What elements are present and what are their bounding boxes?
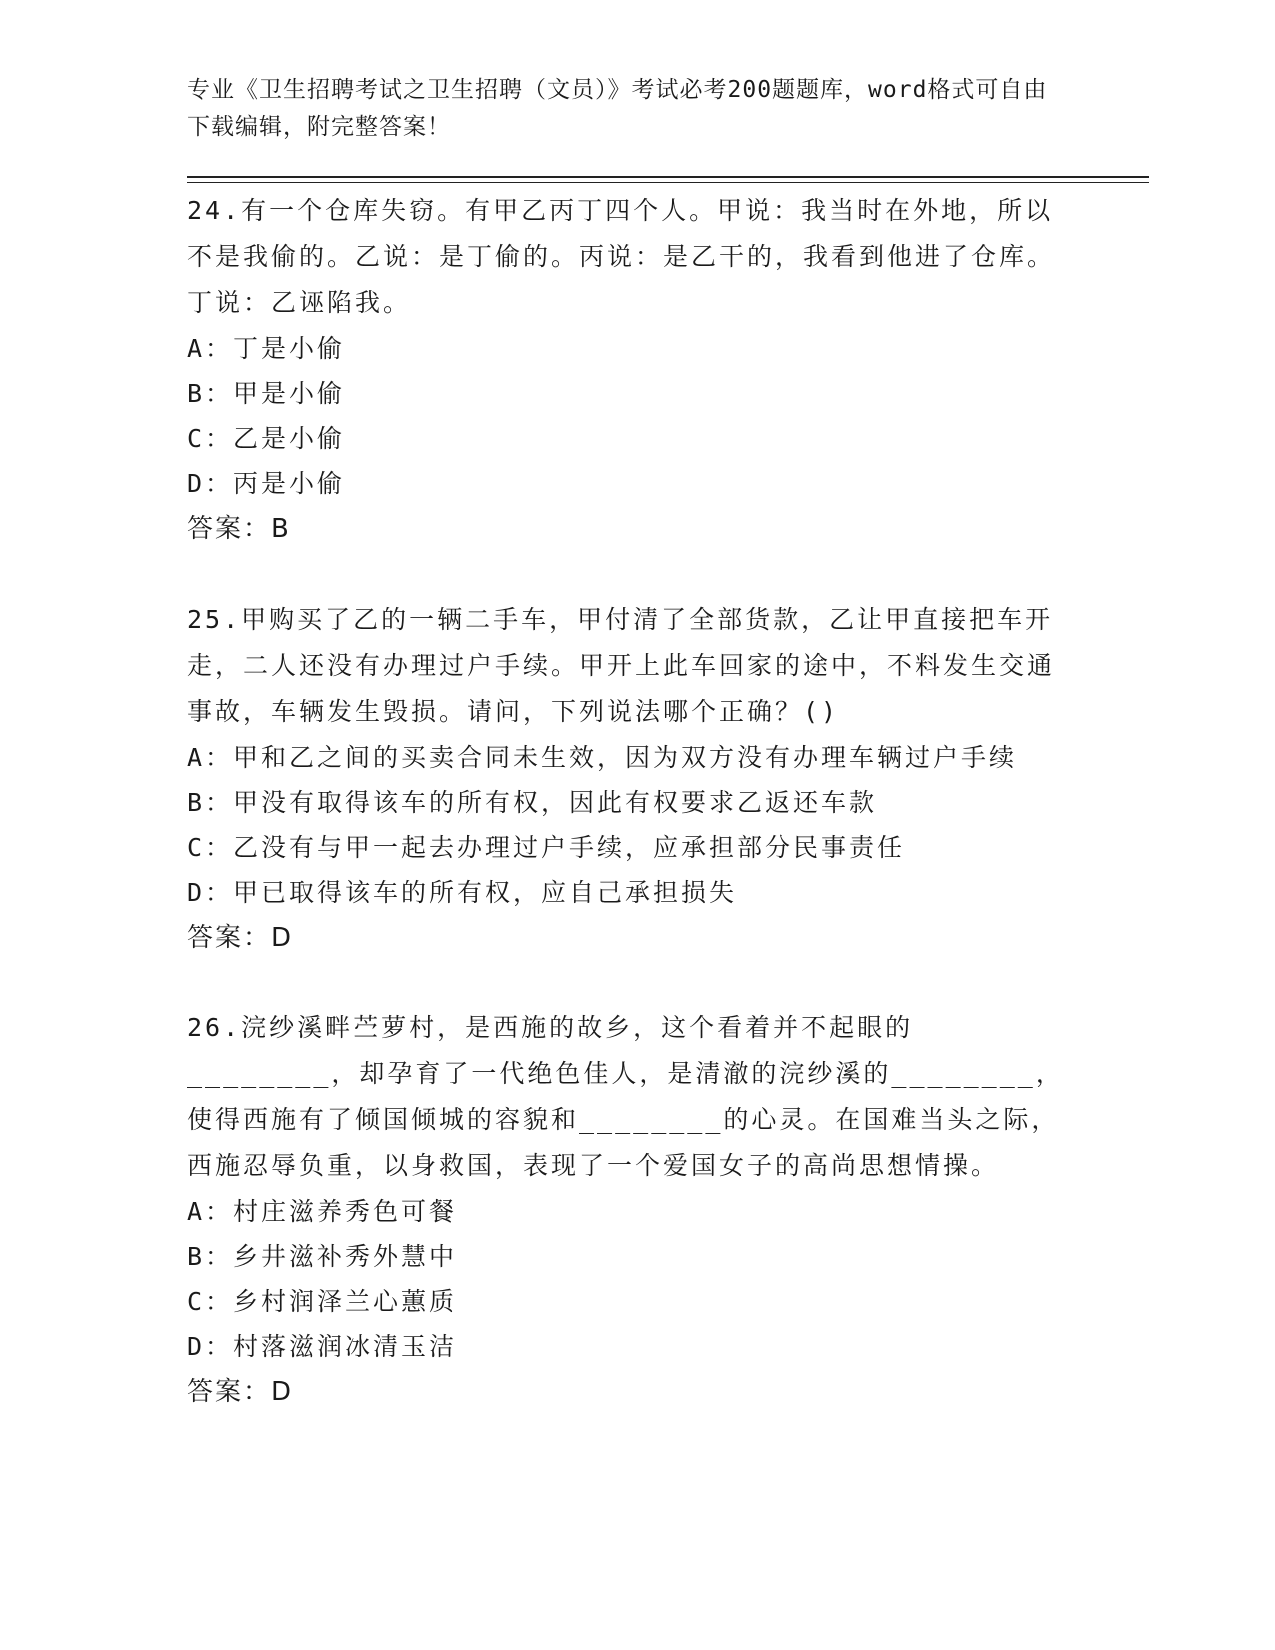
header-divider-thin [187,182,1149,183]
option-a: A：甲和乙之间的买卖合同未生效，因为双方没有办理车辆过户手续 [187,743,1018,772]
answer: 答案：B [187,514,291,544]
question-stem: 26.浣纱溪畔苎萝村，是西施的故乡，这个看着并不起眼的________，却孕育了一代绝色佳人，是清澈的浣纱溪的________，使得西施有了倾国倾城的容貌和________的心灵。在国难当头之际，西施忍辱负重，以身救国，表现了一个爱国女子的高尚思想情操。 [187,1013,1064,1180]
option-d: D：丙是小偷 [187,469,346,498]
option-a: A：村庄滋养秀色可餐 [187,1197,458,1226]
question-26 [187,1005,1077,1415]
answer: 答案：D [187,1377,294,1407]
question-25 [187,597,1077,961]
option-a: A：丁是小偷 [187,334,346,363]
question-stem: 25.甲购买了乙的一辆二手车，甲付清了全部货款，乙让甲直接把车开走，二人还没有办理过户手续。甲开上此车回家的途中，不料发生交通事故，车辆发生毁损。请问，下列说法哪个正确？() [187,605,1056,726]
option-d: D：村落滋润冰清玉洁 [187,1332,458,1361]
header-divider-thick [187,176,1149,178]
option-b: B：甲没有取得该车的所有权，因此有权要求乙返还车款 [187,788,878,817]
document-header: 专业《卫生招聘考试之卫生招聘（文员）》考试必考200题题库，word格式可自由下载编辑，附完整答案！ [187,77,1048,140]
question-24 [187,188,1077,552]
option-b: B：甲是小偷 [187,379,346,408]
option-c: C：乡村润泽兰心蕙质 [187,1287,458,1316]
option-c: C：乙是小偷 [187,424,346,453]
answer: 答案：D [187,923,294,953]
question-stem: 24.有一个仓库失窃。有甲乙丙丁四个人。甲说：我当时在外地，所以不是我偷的。乙说：是丁偷的。丙说：是乙干的，我看到他进了仓库。丁说：乙诬陷我。 [187,196,1056,317]
option-c: C：乙没有与甲一起去办理过户手续，应承担部分民事责任 [187,833,906,862]
option-d: D：甲已取得该车的所有权，应自己承担损失 [187,878,738,907]
option-b: B：乡井滋补秀外慧中 [187,1242,458,1271]
